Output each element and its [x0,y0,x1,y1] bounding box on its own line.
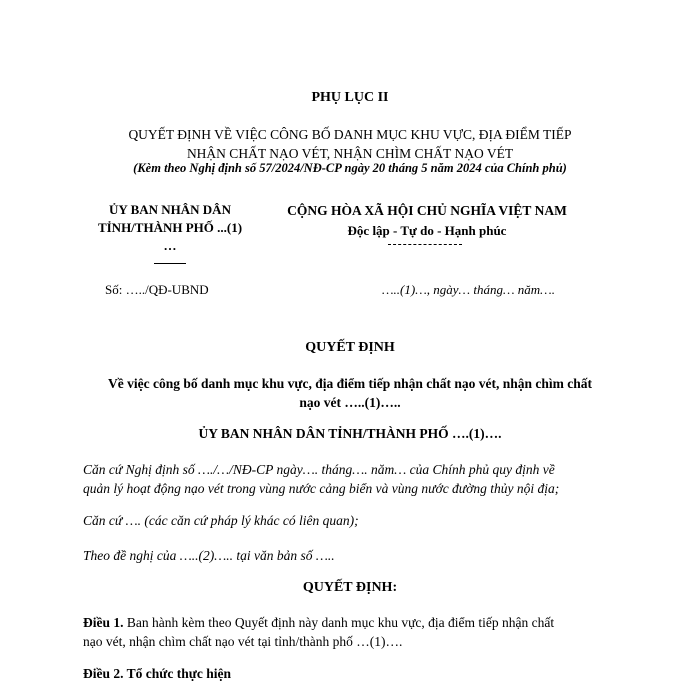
place-date: …..(1)…, ngày… tháng… năm…. [382,282,555,297]
agency-line2: TỈNH/THÀNH PHỐ ...(1) [97,220,243,235]
article-1 [83,613,623,651]
subject-line2: nạo vét …..(1)….. [299,395,401,410]
legal-basis-3: Theo đề nghị của …..(2)….. tại văn bản số ….. [83,548,335,563]
decision-subject [80,374,620,412]
legal-basis-1 [83,460,623,498]
attachment-note: (Kèm theo Nghị định số 57/2024/NĐ-CP ngày 20 tháng 5 năm 2024 của Chính phủ) [133,161,567,175]
decision-heading: QUYẾT ĐỊNH [305,340,395,355]
committee-heading: ỦY BAN NHÂN DÂN TỈNH/THÀNH PHỐ ….(1)…. [198,426,502,441]
motto-divider [388,244,462,245]
agency-line1: ỦY BAN NHÂN DÂN [109,202,231,217]
nation-name: CỘNG HÒA XÃ HỘI CHỦ NGHĨA VIỆT NAM [287,203,567,218]
agency-divider [154,263,186,264]
article-1-line2: nạo vét, nhận chìm chất nạo vét tại tỉnh/thành phố …(1)…. [83,634,403,649]
nation-motto: Độc lập - Tự do - Hạnh phúc [347,223,507,238]
legal-basis-1-line1: Căn cứ Nghị định số …./…/NĐ-CP ngày…. tháng…. năm… của Chính phủ quy định về [83,462,555,477]
article-1-line1 [83,613,623,632]
article-2: Điều 2. Tổ chức thực hiện [83,666,231,681]
article-1-label: Điều 1. [83,615,124,630]
agency-line3: … [163,238,177,253]
decree-title [0,125,700,163]
decree-title-line1: QUYẾT ĐỊNH VỀ VIỆC CÔNG BỐ DANH MỤC KHU VỰC, ĐỊA ĐIỂM TIẾP [128,127,572,142]
legal-basis-2: Căn cứ …. (các căn cứ pháp lý khác có liên quan); [83,513,359,528]
subject-line1: Về việc công bố danh mục khu vực, địa điểm tiếp nhận chất nạo vét, nhận chìm chất [107,376,593,391]
document-number: Số: …../QĐ-UBND [105,282,209,297]
decree-title-line2: NHẬN CHẤT NẠO VÉT, NHẬN CHÌM CHẤT NẠO VÉT [186,146,514,161]
decides-heading: QUYẾT ĐỊNH: [302,580,398,595]
appendix-title: PHỤ LỤC II [311,90,389,105]
article-1-text: Ban hành kèm theo Quyết định này danh mục khu vực, địa điểm tiếp nhận chất [123,615,555,630]
legal-basis-1-line2: quản lý hoạt động nạo vét trong vùng nước cảng biển và vùng nước đường thủy nội địa; [83,481,560,496]
